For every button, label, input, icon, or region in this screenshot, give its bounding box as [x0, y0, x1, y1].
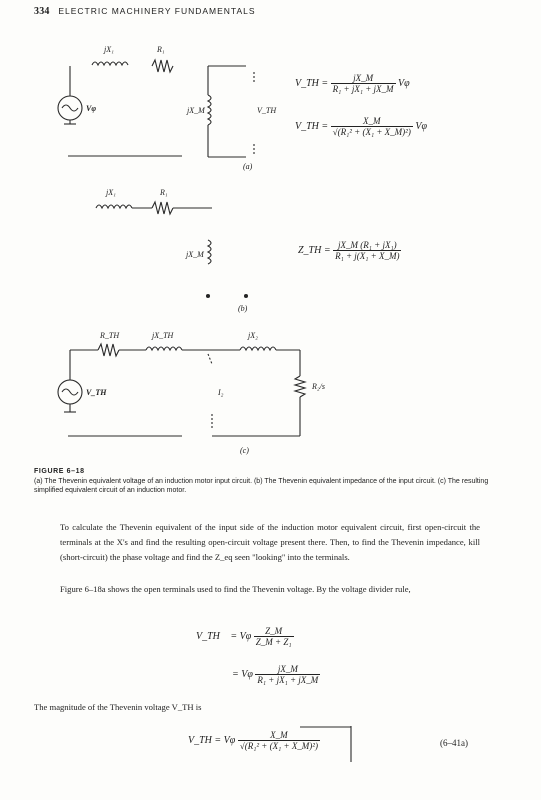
eq-a2-lhs: V_TH =: [295, 120, 329, 132]
eq3-num: X_M: [238, 730, 320, 741]
circuit-b: [96, 202, 248, 298]
eq-a2-tail: Vφ: [415, 120, 427, 132]
resistor-r1-a: [152, 60, 173, 72]
inductor-jx1-a: [92, 62, 128, 65]
terminal-b-right: [245, 295, 248, 298]
eq-b-frac: [333, 240, 401, 261]
label-jx2: jX₂: [248, 331, 258, 340]
label-i2: I₂: [218, 388, 224, 397]
eq-a1-num: jX_M: [331, 73, 396, 84]
eq-a2-frac: [331, 116, 413, 137]
paragraph-2: Figure 6–18a shows the open terminals used to find the Thevenin voltage. By the voltage divider rule,: [60, 584, 411, 594]
label-jxth: jX_TH: [152, 331, 174, 340]
eq-a1-frac: [331, 73, 396, 94]
figure-label: FIGURE 6–18: [34, 468, 85, 475]
inductor-jxm-a: [208, 95, 211, 125]
source-sine-c: [62, 389, 78, 395]
label-rth: R_TH: [100, 331, 120, 340]
eq-a2-num: X_M: [331, 116, 413, 127]
label-jxm-a: jX_M: [187, 106, 205, 115]
label-vth-source: V_TH: [86, 388, 107, 397]
equation-b: [298, 240, 401, 261]
label-part-c: (c): [240, 446, 249, 455]
terminal-b-left: [207, 295, 210, 298]
paragraph-3: The magnitude of the Thevenin voltage V_TH is: [34, 702, 202, 712]
eq3-lhs: V_TH = Vφ: [188, 734, 236, 746]
eq1-den: Z_M + Z₁: [255, 637, 292, 647]
eq1-frac: [254, 626, 294, 647]
inductor-jxth: [146, 347, 182, 350]
eq-b-num: jX_M (R₁ + jX₁): [333, 240, 401, 251]
label-part-b: (b): [238, 304, 248, 313]
eq-b-den: R₁ + j(X₁ + X_M): [335, 251, 400, 261]
equation-3-tag: (6–41a): [440, 738, 468, 748]
equation-3: [188, 730, 320, 751]
eq-a1-den: R₁ + jX₁ + jX_M: [332, 84, 394, 94]
running-title: ELECTRIC MACHINERY FUNDAMENTALS: [58, 6, 256, 16]
equation-1: [196, 626, 294, 647]
eq-a2-den: √(R₁² + (X₁ + X_M)²): [332, 127, 411, 137]
eq2-frac: [255, 664, 320, 685]
eq1-num: Z_M: [254, 626, 294, 637]
label-jx1-b: jX₁: [106, 188, 116, 197]
inductor-jxm-b: [208, 240, 211, 264]
resistor-rth: [98, 344, 119, 356]
label-r2s: R₂/s: [312, 382, 326, 391]
eq2-num: jX_M: [255, 664, 320, 675]
label-vphi-a: Vφ: [86, 104, 97, 113]
eq-b-lhs: Z_TH =: [298, 244, 331, 256]
inductor-jx2: [240, 347, 276, 350]
eq3-frac: [238, 730, 320, 751]
equation-a2: [295, 116, 427, 137]
caption-text: (a) The Thevenin equivalent voltage of an induction motor input circuit. (b) The Thevenin equivalent impedance of the input circuit. (c) The resulting simplified equivalent circuit of an induction motor.: [34, 477, 489, 494]
label-jxm-b: jX_M: [186, 250, 204, 259]
eq3-den: √(R₁² + (X₁ + X_M)²): [239, 741, 318, 751]
figure-caption: [34, 467, 504, 496]
label-jx1-a: jX₁: [104, 45, 114, 54]
inductor-jx1-b: [96, 205, 132, 208]
page-number: 334: [34, 6, 50, 17]
source-sine-a: [62, 105, 78, 111]
eq1-lhs: V_TH: [196, 630, 220, 642]
eq2-mid: = Vφ: [232, 668, 253, 680]
eq1-mid: = Vφ: [230, 630, 252, 642]
eq2-den: R₁ + jX₁ + jX_M: [257, 675, 319, 685]
resistor-r2s: [295, 376, 305, 397]
resistor-r1-b: [152, 202, 173, 214]
label-vth-a: V_TH: [257, 106, 277, 115]
eq-a1-lhs: V_TH =: [295, 77, 329, 89]
equation-a1: [295, 73, 410, 94]
eq-a1-tail: Vφ: [398, 77, 410, 89]
label-r1-a: R₁: [157, 45, 165, 54]
label-r1-b: R₁: [160, 188, 168, 197]
equation-2: [232, 664, 320, 685]
paragraph-1: To calculate the Thevenin equivalent of the input side of the induction motor equivalent circuit, first open-circuit the terminals at the X's and find the resulting open-circuit voltage present there. Then, to find the Thevenin impedance, kill (short-circuit) the phase voltage and find the Z_eq seen "looking" into the terminals.: [60, 522, 480, 562]
label-part-a: (a): [243, 162, 253, 171]
current-arrow-i2: [208, 354, 212, 364]
